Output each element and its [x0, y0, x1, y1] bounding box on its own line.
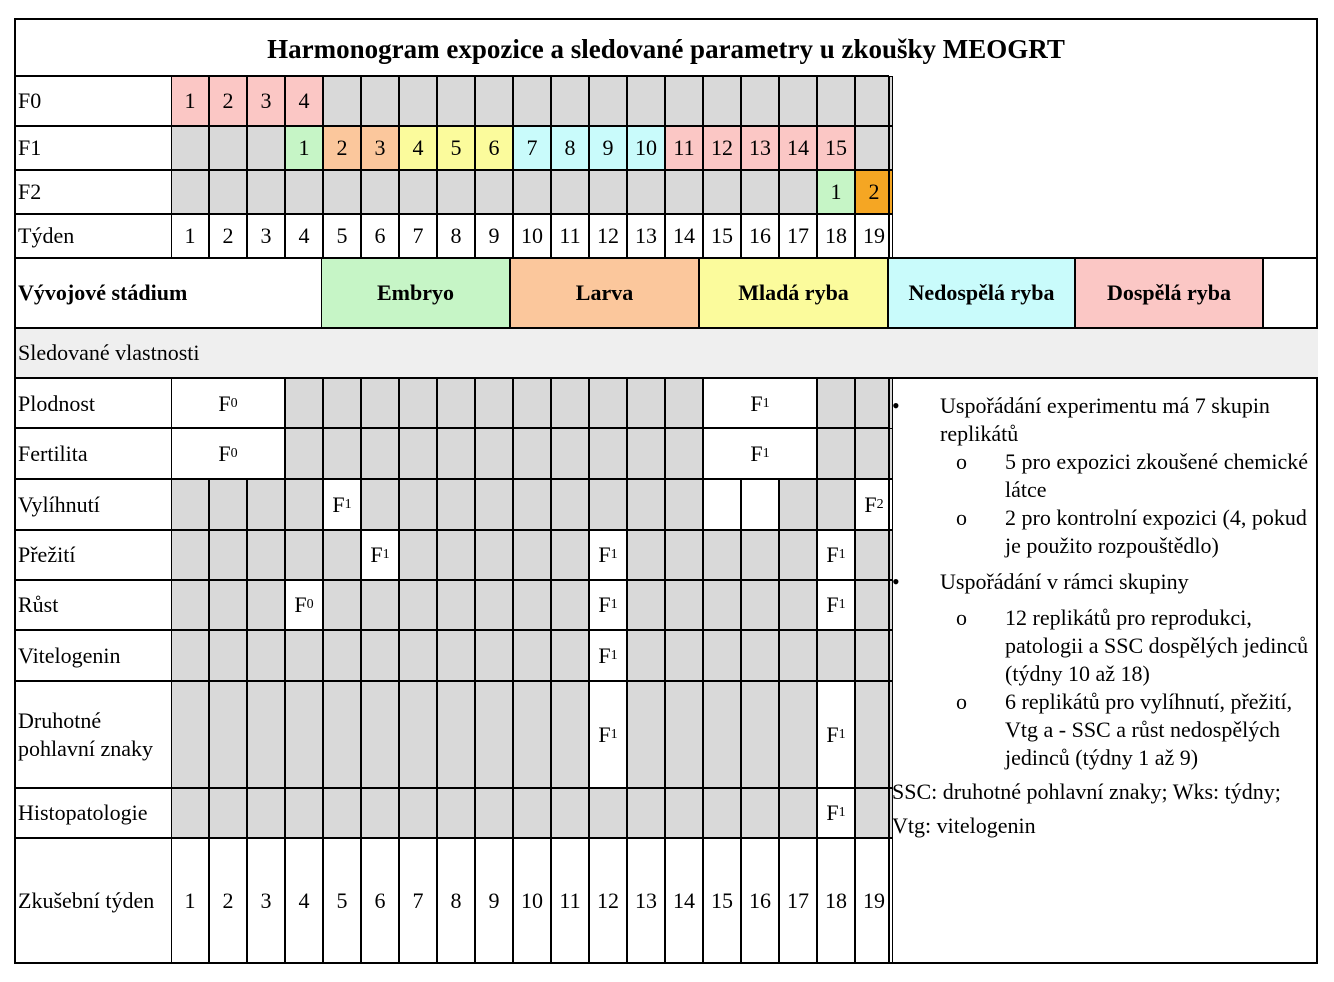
row-divider: [16, 837, 889, 839]
empty-week-cell: [475, 630, 513, 681]
generation-week-cell: [779, 76, 817, 126]
section-header: Sledované vlastnosti: [16, 328, 1318, 378]
test-week-cell: 8: [437, 838, 475, 964]
week-number-cell: 6: [361, 214, 399, 258]
empty-week-cell: [247, 530, 285, 580]
measurement-cell: F 1: [703, 378, 817, 429]
empty-week-cell: [627, 479, 665, 530]
test-week-cell: 1: [171, 838, 209, 964]
row-divider: [16, 427, 889, 429]
empty-week-cell: [551, 479, 589, 530]
empty-week-cell: [551, 681, 589, 788]
empty-week-cell: [437, 428, 475, 479]
empty-week-cell: [589, 788, 627, 838]
measurement-cell: F 1: [703, 428, 817, 479]
test-week-cell: 13: [627, 838, 665, 964]
note-subitem: o 6 replikátů pro vylíhnutí, přežití, Vtg a - SSC a růst nedospělých jedinců (týdny 1 až 9): [890, 688, 1318, 772]
measurement-cell: F 1: [323, 479, 361, 530]
empty-week-cell: [209, 580, 247, 630]
right-divider: [888, 76, 890, 258]
generation-week-cell: 2: [209, 76, 247, 126]
test-week-cell: 16: [741, 838, 779, 964]
measurement-cell: F 1: [589, 681, 627, 788]
empty-week-cell: [475, 530, 513, 580]
empty-week-cell: [703, 630, 741, 681]
empty-week-cell: [741, 479, 779, 530]
legend-vtg: Vtg: vitelogenin: [892, 813, 1036, 838]
empty-week-cell: [399, 630, 437, 681]
empty-week-cell: [209, 681, 247, 788]
week-number-cell: 7: [399, 214, 437, 258]
generation-week-cell: [627, 76, 665, 126]
generation-week-cell: 2: [323, 126, 361, 170]
empty-week-cell: [209, 788, 247, 838]
generation-week-cell: [171, 126, 209, 170]
row-divider: [16, 680, 889, 682]
empty-week-cell: [323, 428, 361, 479]
test-week-cell: 11: [551, 838, 589, 964]
generation-week-cell: [589, 76, 627, 126]
generation-week-cell: [551, 170, 589, 214]
week-row-label: Týden: [18, 223, 75, 248]
stage-empty-cell: [1263, 258, 1318, 328]
generation-week-cell: 1: [171, 76, 209, 126]
empty-week-cell: [285, 681, 323, 788]
empty-week-cell: [703, 580, 741, 630]
test-week-cell: 4: [285, 838, 323, 964]
empty-week-cell: [551, 630, 589, 681]
empty-week-cell: [513, 530, 551, 580]
empty-week-cell: [209, 479, 247, 530]
empty-week-cell: [665, 428, 703, 479]
generation-week-cell: [703, 76, 741, 126]
generation-week-cell: 9: [589, 126, 627, 170]
empty-week-cell: [817, 428, 855, 479]
empty-week-cell: [437, 788, 475, 838]
row-divider: [16, 629, 889, 631]
test-week-cell: 18: [817, 838, 855, 964]
row-divider: [16, 579, 889, 581]
empty-week-cell: [665, 580, 703, 630]
property-label: Plodnost: [18, 390, 96, 416]
empty-week-cell: [361, 630, 399, 681]
empty-week-cell: [665, 630, 703, 681]
note-bullet-1: • Uspořádání experimentu má 7 skupin replikátů: [890, 392, 1318, 448]
empty-week-cell: [627, 681, 665, 788]
stage-mladá-ryba: Mladá ryba: [699, 258, 888, 328]
empty-week-cell: [361, 428, 399, 479]
measurement-cell: F 1: [589, 630, 627, 681]
week-number-cell: 3: [247, 214, 285, 258]
generation-week-cell: [209, 170, 247, 214]
test-week-cell: 9: [475, 838, 513, 964]
empty-week-cell: [703, 681, 741, 788]
stage-row-label: Vývojové stádium: [18, 280, 188, 305]
empty-week-cell: [437, 530, 475, 580]
generation-week-cell: [665, 76, 703, 126]
generation-week-cell: [361, 170, 399, 214]
empty-week-cell: [475, 580, 513, 630]
row-divider: [16, 377, 1318, 379]
week-number-cell: 8: [437, 214, 475, 258]
week-number-cell: 17: [779, 214, 817, 258]
week-number-cell: 12: [589, 214, 627, 258]
row-divider: [16, 257, 1318, 259]
empty-week-cell: [399, 530, 437, 580]
row-divider: [16, 75, 889, 77]
empty-week-cell: [817, 630, 855, 681]
empty-week-cell: [589, 428, 627, 479]
empty-week-cell: [513, 428, 551, 479]
empty-week-cell: [665, 788, 703, 838]
week-number-cell: 19: [855, 214, 893, 258]
generation-week-cell: 5: [437, 126, 475, 170]
measurement-cell: F 1: [817, 530, 855, 580]
test-week-cell: 10: [513, 838, 551, 964]
generation-week-cell: [475, 76, 513, 126]
generation-week-cell: [741, 76, 779, 126]
empty-week-cell: [171, 479, 209, 530]
stage-nedospělá-ryba: Nedospělá ryba: [888, 258, 1075, 328]
week-number-cell: 15: [703, 214, 741, 258]
empty-week-cell: [589, 479, 627, 530]
empty-week-cell: [361, 681, 399, 788]
empty-week-cell: [817, 378, 855, 429]
generation-week-cell: [285, 170, 323, 214]
week-number-cell: 18: [817, 214, 855, 258]
generation-week-cell: 1: [285, 126, 323, 170]
stage-embryo: Embryo: [321, 258, 510, 328]
empty-week-cell: [323, 788, 361, 838]
generation-week-cell: 14: [779, 126, 817, 170]
test-week-cell: 2: [209, 838, 247, 964]
generation-week-cell: [437, 76, 475, 126]
empty-week-cell: [475, 428, 513, 479]
generation-week-cell: 13: [741, 126, 779, 170]
empty-week-cell: [627, 378, 665, 429]
generation-week-cell: [247, 126, 285, 170]
generation-week-cell: 3: [247, 76, 285, 126]
generation-week-cell: 15: [817, 126, 855, 170]
empty-week-cell: [171, 580, 209, 630]
test-week-cell: 15: [703, 838, 741, 964]
test-week-label: Zkušební týden: [18, 888, 155, 913]
empty-week-cell: [171, 681, 209, 788]
empty-week-cell: [475, 788, 513, 838]
generation-week-cell: [551, 76, 589, 126]
measurement-cell: F 1: [817, 788, 855, 838]
generation-week-cell: [627, 170, 665, 214]
empty-week-cell: [475, 681, 513, 788]
empty-week-cell: [209, 630, 247, 681]
week-number-cell: 4: [285, 214, 323, 258]
empty-week-cell: [361, 378, 399, 429]
property-label: Vitelogenin: [18, 642, 121, 668]
empty-week-cell: [247, 580, 285, 630]
empty-week-cell: [247, 788, 285, 838]
generation-week-cell: [209, 126, 247, 170]
empty-week-cell: [513, 681, 551, 788]
generation-week-cell: [817, 76, 855, 126]
empty-week-cell: [627, 428, 665, 479]
empty-week-cell: [361, 580, 399, 630]
generation-week-cell: [475, 170, 513, 214]
empty-week-cell: [741, 580, 779, 630]
generation-week-cell: [513, 170, 551, 214]
test-week-cell: 17: [779, 838, 817, 964]
row-divider: [16, 787, 889, 789]
week-number-cell: 10: [513, 214, 551, 258]
test-week-cell: 12: [589, 838, 627, 964]
empty-week-cell: [513, 479, 551, 530]
empty-week-cell: [399, 428, 437, 479]
generation-week-cell: 12: [703, 126, 741, 170]
generation-week-cell: [361, 76, 399, 126]
week-number-cell: 11: [551, 214, 589, 258]
empty-week-cell: [437, 479, 475, 530]
empty-week-cell: [285, 788, 323, 838]
measurement-cell: F 1: [361, 530, 399, 580]
empty-week-cell: [399, 580, 437, 630]
generation-week-cell: 1: [817, 170, 855, 214]
empty-week-cell: [513, 630, 551, 681]
generation-week-cell: [437, 170, 475, 214]
empty-week-cell: [323, 530, 361, 580]
empty-week-cell: [551, 530, 589, 580]
empty-week-cell: [589, 378, 627, 429]
empty-week-cell: [779, 788, 817, 838]
empty-week-cell: [437, 378, 475, 429]
empty-week-cell: [285, 428, 323, 479]
empty-week-cell: [551, 378, 589, 429]
empty-week-cell: [323, 580, 361, 630]
generation-week-cell: [399, 76, 437, 126]
empty-week-cell: [209, 530, 247, 580]
generation-week-cell: [171, 170, 209, 214]
generation-week-cell: 4: [285, 76, 323, 126]
empty-week-cell: [665, 530, 703, 580]
empty-week-cell: [627, 530, 665, 580]
row-divider: [16, 169, 889, 171]
property-label: Růst: [18, 592, 59, 617]
empty-week-cell: [475, 378, 513, 429]
empty-week-cell: [247, 479, 285, 530]
generation-week-cell: [323, 170, 361, 214]
empty-week-cell: [703, 479, 741, 530]
empty-week-cell: [437, 681, 475, 788]
empty-week-cell: [399, 378, 437, 429]
note-bullet-2: • Uspořádání v rámci skupiny: [890, 568, 1318, 596]
week-number-cell: 16: [741, 214, 779, 258]
note-subitem: o 2 pro kontrolní expozici (4, pokud je použito rozpouštědlo): [890, 504, 1318, 560]
generation-week-cell: [703, 170, 741, 214]
empty-week-cell: [741, 630, 779, 681]
empty-week-cell: [323, 681, 361, 788]
row-divider: [16, 213, 889, 215]
page-title: Harmonogram expozice a sledované parametry u zkoušky MEOGRT: [267, 34, 1065, 64]
generation-week-cell: 11: [665, 126, 703, 170]
empty-week-cell: [171, 630, 209, 681]
empty-week-cell: [741, 681, 779, 788]
empty-week-cell: [779, 681, 817, 788]
row-divider: [16, 125, 889, 127]
test-week-cell: 7: [399, 838, 437, 964]
test-week-cell: 6: [361, 838, 399, 964]
empty-week-cell: [741, 530, 779, 580]
generation-week-cell: 8: [551, 126, 589, 170]
note-subitem: o 5 pro expozici zkoušené chemické látce: [890, 448, 1318, 504]
empty-week-cell: [551, 788, 589, 838]
test-week-cell: 5: [323, 838, 361, 964]
week-number-cell: 1: [171, 214, 209, 258]
generation-week-cell: [513, 76, 551, 126]
property-label: Přežití: [18, 542, 76, 567]
empty-week-cell: [513, 788, 551, 838]
generation-week-cell: 3: [361, 126, 399, 170]
empty-week-cell: [627, 788, 665, 838]
empty-week-cell: [665, 378, 703, 429]
row-divider: [16, 327, 1318, 329]
week-number-cell: 5: [323, 214, 361, 258]
empty-week-cell: [285, 530, 323, 580]
empty-week-cell: [703, 530, 741, 580]
generation-label: F1: [18, 135, 42, 160]
generation-week-cell: 7: [513, 126, 551, 170]
measurement-cell: F 1: [589, 530, 627, 580]
note-subitem: o 12 replikátů pro reprodukci, patologii a SSC dospělých jedinců (týdny 10 až 18): [890, 604, 1318, 688]
generation-label: F0: [18, 88, 42, 113]
empty-week-cell: [665, 681, 703, 788]
measurement-cell: F 0: [171, 378, 285, 429]
empty-week-cell: [513, 378, 551, 429]
generation-week-cell: [779, 170, 817, 214]
empty-week-cell: [779, 580, 817, 630]
week-number-cell: 13: [627, 214, 665, 258]
empty-week-cell: [361, 479, 399, 530]
generation-week-cell: 4: [399, 126, 437, 170]
empty-week-cell: [171, 530, 209, 580]
week-number-cell: 14: [665, 214, 703, 258]
measurement-cell: F 1: [817, 580, 855, 630]
generation-label: F2: [18, 179, 42, 204]
empty-week-cell: [285, 630, 323, 681]
empty-week-cell: [323, 630, 361, 681]
generation-week-cell: [247, 170, 285, 214]
empty-week-cell: [665, 479, 703, 530]
test-week-cell: 19: [855, 838, 893, 964]
empty-week-cell: [285, 378, 323, 429]
empty-week-cell: [285, 479, 323, 530]
legend-ssc: SSC: druhotné pohlavní znaky; Wks: týdny;: [892, 779, 1281, 804]
generation-week-cell: [741, 170, 779, 214]
empty-week-cell: [399, 788, 437, 838]
empty-week-cell: [247, 681, 285, 788]
empty-week-cell: [513, 580, 551, 630]
test-week-cell: 3: [247, 838, 285, 964]
generation-week-cell: [589, 170, 627, 214]
empty-week-cell: [399, 681, 437, 788]
generation-week-cell: 10: [627, 126, 665, 170]
notes-panel: [890, 392, 1318, 840]
empty-week-cell: [627, 630, 665, 681]
generation-week-cell: 2: [855, 170, 893, 214]
measurement-cell: F 1: [817, 681, 855, 788]
test-week-cell: 14: [665, 838, 703, 964]
property-label: Druhotné pohlavní znaky: [18, 707, 154, 761]
property-label: Vylíhnutí: [18, 491, 100, 517]
empty-week-cell: [399, 479, 437, 530]
empty-week-cell: [779, 630, 817, 681]
empty-week-cell: [437, 580, 475, 630]
stage-dospělá-ryba: Dospělá ryba: [1075, 258, 1263, 328]
empty-week-cell: [247, 630, 285, 681]
measurement-cell: F 0: [171, 428, 285, 479]
empty-week-cell: [171, 788, 209, 838]
empty-week-cell: [779, 530, 817, 580]
measurement-cell: F 1: [589, 580, 627, 630]
property-label: Fertilita: [18, 440, 88, 466]
week-number-cell: 2: [209, 214, 247, 258]
empty-week-cell: [741, 788, 779, 838]
property-label: Histopatologie: [18, 800, 148, 825]
empty-week-cell: [627, 580, 665, 630]
generation-week-cell: [323, 76, 361, 126]
measurement-cell: F 2: [855, 479, 893, 530]
row-divider: [16, 478, 889, 480]
empty-week-cell: [551, 580, 589, 630]
row-divider: [16, 529, 889, 531]
empty-week-cell: [323, 378, 361, 429]
generation-week-cell: [665, 170, 703, 214]
week-number-cell: 9: [475, 214, 513, 258]
measurement-cell: F 0: [285, 580, 323, 630]
empty-week-cell: [817, 479, 855, 530]
empty-week-cell: [703, 788, 741, 838]
empty-week-cell: [551, 428, 589, 479]
stage-larva: Larva: [510, 258, 699, 328]
empty-week-cell: [779, 479, 817, 530]
empty-week-cell: [361, 788, 399, 838]
empty-week-cell: [475, 479, 513, 530]
empty-week-cell: [437, 630, 475, 681]
generation-week-cell: [399, 170, 437, 214]
generation-week-cell: 6: [475, 126, 513, 170]
